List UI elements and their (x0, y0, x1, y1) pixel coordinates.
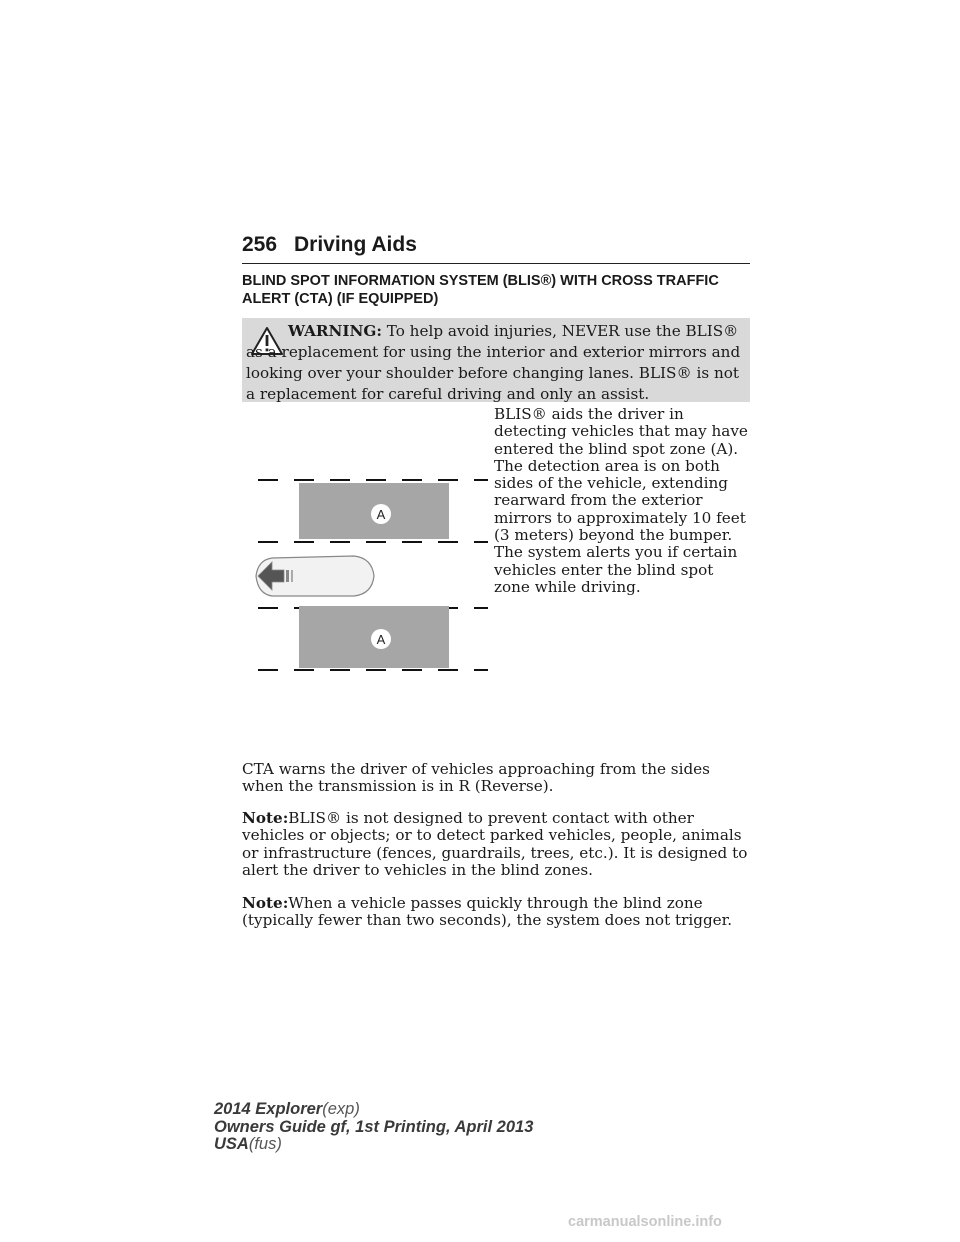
footer (214, 1101, 533, 1154)
footer-guide: Owners Guide gf, 1st Printing, April 2013 (214, 1117, 534, 1136)
zone-label-top (371, 504, 391, 524)
zone-label-top-text: A (376, 507, 386, 522)
warning-label: WARNING: (288, 322, 382, 340)
note-1 (242, 810, 750, 879)
note-2-label: Note: (242, 894, 289, 912)
warning-box (242, 318, 750, 402)
warning-text (246, 321, 742, 405)
footer-model-code: (exp) (322, 1100, 360, 1118)
zone-label-bottom-text: A (376, 632, 386, 647)
footer-model: 2014 Explorer (214, 1100, 323, 1118)
footer-market-code: (fus) (248, 1135, 282, 1153)
blind-spot-diagram (242, 410, 488, 690)
warning-body: To help avoid injuries, NEVER use the BLIS® as a replacement for using the interior and exterior mirrors and looking over your shoulder before changing lanes. BLIS® is not a replacement for careful driving and only an assist. (246, 322, 741, 403)
zone-label-bottom (371, 629, 391, 649)
note-1-text: BLIS® is not designed to prevent contact with other vehicles or objects; or to detect parked vehicles, people, animals or infrastructure (fences, guardrails, trees, etc.). It is designed to alert the driver to vehicles in the blind zones. (242, 809, 748, 879)
vehicle (256, 556, 374, 596)
blis-description: BLIS® aids the driver in detecting vehicles that may have entered the blind spot zone (A). The detection area is on both sides of the vehicle, extending rearward from the exterior mirrors to approximately 10 feet (3 meters) beyond the bumper. The system alerts you if certain vehicles enter the blind spot zone while driving. (494, 405, 748, 596)
footer-market: USA (214, 1135, 249, 1153)
note-2 (242, 895, 750, 930)
watermark: carmanualsonline.info (568, 1214, 722, 1230)
page-number: 256 (242, 233, 278, 256)
cta-paragraph: CTA warns the driver of vehicles approaching from the sides when the transmission is in R (Reverse). (242, 760, 710, 796)
section-title: BLIND SPOT INFORMATION SYSTEM (BLIS®) WITH CROSS TRAFFIC ALERT (CTA) (IF EQUIPPED) (242, 273, 719, 307)
page-header (242, 229, 750, 264)
chapter-title: Driving Aids (294, 233, 417, 256)
note-2-text: When a vehicle passes quickly through the blind zone (typically fewer than two seconds), the system does not trigger. (242, 894, 733, 930)
note-1-label: Note: (242, 809, 289, 827)
